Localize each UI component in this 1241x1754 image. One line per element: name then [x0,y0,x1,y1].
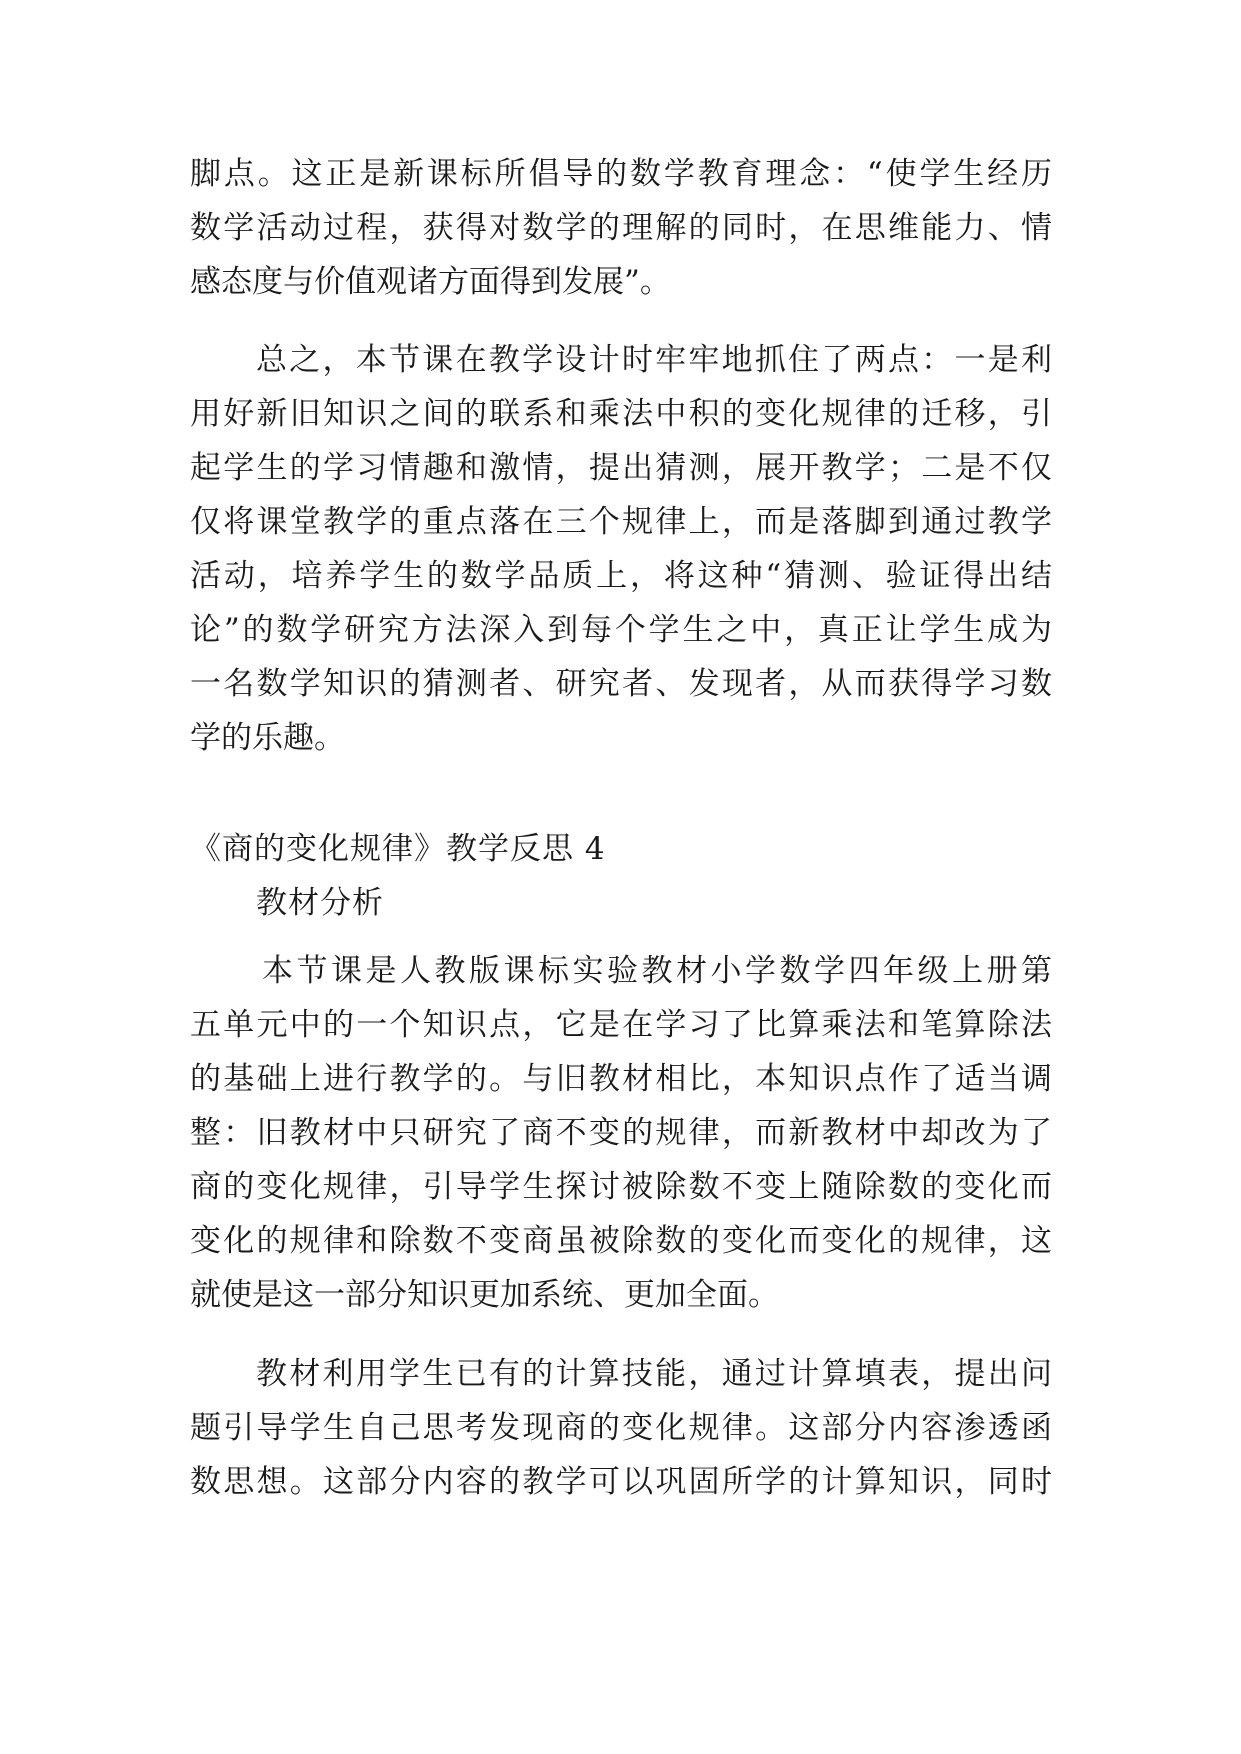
text-line: 本节课是人教版课标实验教材小学数学四年级上册第 [262,953,1052,989]
text-line: 感态度与价值观诸方面得到发展”。 [190,264,671,300]
text-line: 论”的数学研究方法深入到每个学生之中，真正让学生成为 [190,612,1052,648]
text-line: 用好新旧知识之间的联系和乘法中积的变化规律的迁移，引 [190,396,1052,432]
section-title: 《商的变化规律》教学反思 4 [190,831,606,867]
text-line: 商的变化规律，引导学生探讨被除数不变上随除数的变化而 [190,1169,1052,1205]
text-line: 脚点。这正是新课标所倡导的数学教育理念：“使学生经历 [190,156,1052,192]
text-line: 教材利用学生已有的计算技能，通过计算填表，提出问 [256,1356,1052,1392]
text-line: 题引导学生自己思考发现商的变化规律。这部分内容渗透函 [190,1410,1052,1446]
text-line: 起学生的学习情趣和激情，提出猜测，展开教学；二是不仅 [190,450,1052,486]
text-line: 就使是这一部分知识更加系统、更加全面。 [190,1277,779,1313]
text-line: 仅将课堂教学的重点落在三个规律上，而是落脚到通过教学 [190,504,1052,540]
text-line: 五单元中的一个知识点，它是在学习了比算乘法和笔算除法 [190,1007,1052,1043]
text-line: 活动，培养学生的数学品质上，将这种“猜测、验证得出结 [190,558,1052,594]
text-line: 总之，本节课在教学设计时牢牢地抓住了两点：一是利 [256,342,1052,378]
text-line: 学的乐趣。 [190,720,345,756]
subsection-title: 教材分析 [256,885,384,921]
text-line: 一名数学知识的猜测者、研究者、发现者，从而获得学习数 [190,666,1052,702]
text-line: 变化的规律和除数不变商虽被除数的变化而变化的规律，这 [190,1223,1052,1259]
text-line: 整：旧教材中只研究了商不变的规律，而新教材中却改为了 [190,1115,1052,1151]
text-line: 数学活动过程，获得对数学的理解的同时，在思维能力、情 [190,210,1052,246]
text-line: 数思想。这部分内容的教学可以巩固所学的计算知识，同时 [190,1464,1052,1500]
text-line: 的基础上进行教学的。与旧教材相比，本知识点作了适当调 [190,1061,1052,1097]
